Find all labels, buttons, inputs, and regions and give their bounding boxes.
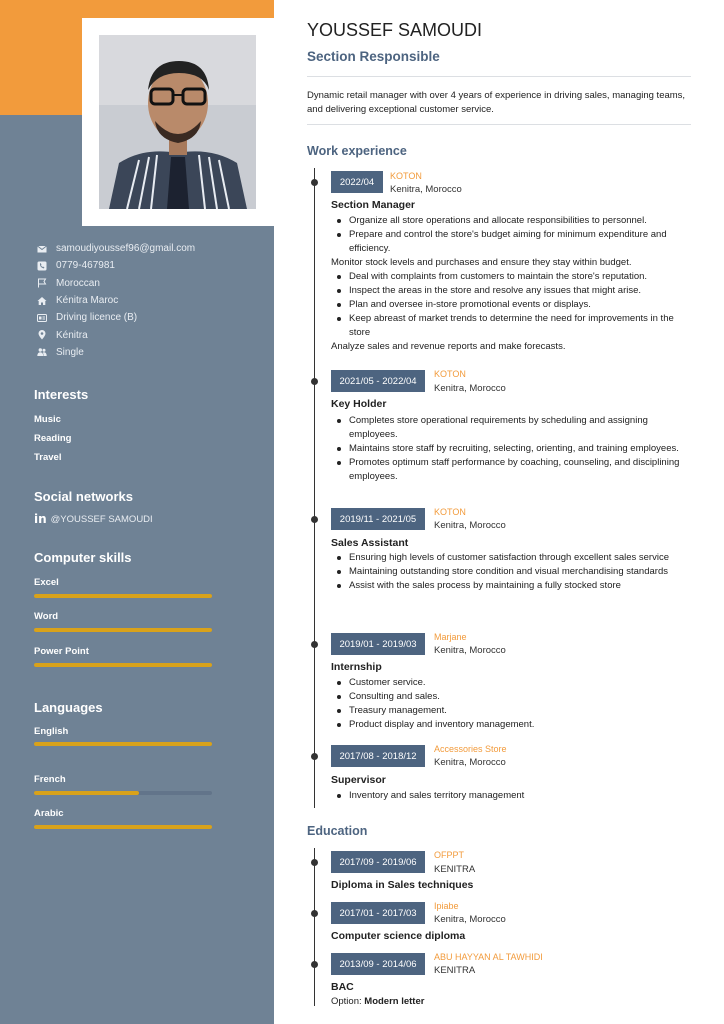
language-bar [34, 791, 212, 795]
company-name: Accessories Store [434, 744, 507, 754]
diploma-title: BAC [331, 981, 354, 993]
contact-address: Kénitra Maroc [36, 292, 256, 309]
contact-email[interactable]: samoudiyoussef96@gmail.com [36, 240, 256, 257]
language-bar-fill [34, 791, 139, 795]
social-networks-heading: Social networks [34, 489, 133, 504]
contact-list [36, 240, 256, 361]
company-name: Marjane [434, 632, 467, 642]
profile-summary: Dynamic retail manager with over 4 years of experience in driving sales, managing teams, and delivering exceptional customer service. [307, 90, 686, 115]
skill-bar [34, 663, 212, 667]
list-item: Prepare and control the store's budget aiming for minimum expenditure and efficiency. [331, 228, 693, 256]
map-pin-icon [36, 330, 47, 340]
date-range: 2022/04 [331, 171, 383, 193]
interest-item: Reading [34, 433, 72, 444]
home-icon [36, 296, 47, 306]
job-title: Section Manager [331, 199, 416, 211]
timeline-dot [311, 378, 318, 385]
language-name: English [34, 726, 69, 737]
contact-license: Driving licence (B) [36, 309, 256, 326]
list-item: Inspect the areas in the store and resolve any issues that might arise. [331, 284, 693, 298]
skill-name: Excel [34, 577, 59, 588]
divider [307, 76, 691, 77]
education-heading: Education [307, 824, 368, 838]
education-timeline [314, 848, 315, 1006]
people-icon [36, 347, 47, 357]
timeline-dot [311, 516, 318, 523]
job-description [331, 676, 693, 732]
date-range: 2021/05 - 2022/04 [331, 370, 425, 392]
candidate-name: YOUSSEF SAMOUDI [307, 20, 483, 40]
description-text: Analyze sales and revenue reports and make forecasts. [331, 341, 566, 352]
divider [307, 124, 691, 125]
skill-bar-fill [34, 594, 212, 598]
job-title: Sales Assistant [331, 537, 409, 549]
job-location: Kenitra, Morocco [434, 757, 506, 768]
contact-city: Kénitra [36, 326, 256, 343]
timeline-dot [311, 753, 318, 760]
school-name: OFPPT [434, 850, 465, 860]
company-name: KOTON [434, 507, 466, 517]
school-location: Kenitra, Morocco [434, 914, 506, 925]
date-range: 2019/11 - 2021/05 [331, 508, 425, 530]
list-item: Product display and inventory management. [331, 718, 693, 732]
job-title: Key Holder [331, 398, 387, 410]
profile-photo-frame [82, 18, 274, 226]
work-experience-heading: Work experience [307, 144, 407, 158]
list-item: Maintains store staff by recruiting, selecting, orienting, and training employees. [331, 442, 693, 456]
license-icon [36, 313, 47, 323]
school-location: KENITRA [434, 864, 476, 875]
company-name: KOTON [434, 369, 466, 379]
skill-bar-fill [34, 663, 212, 667]
job-location: Kenitra, Morocco [390, 184, 462, 195]
school-name: Ipiabe [434, 901, 459, 911]
date-range: 2017/09 - 2019/06 [331, 851, 425, 873]
date-range: 2019/01 - 2019/03 [331, 633, 425, 655]
language-name: Arabic [34, 808, 64, 819]
timeline-dot [311, 859, 318, 866]
job-title: Supervisor [331, 774, 386, 786]
job-location: Kenitra, Morocco [434, 520, 506, 531]
interest-item: Music [34, 414, 61, 425]
list-item: Maintaining outstanding store condition and visual merchandising standards [331, 565, 693, 579]
interests-heading: Interests [34, 387, 89, 402]
diploma-title: Computer science diploma [331, 930, 466, 942]
skill-bar-fill [34, 628, 212, 632]
list-item: Plan and oversee in-store promotional events or displays. [331, 298, 693, 312]
list-item: Treasury management. [331, 704, 693, 718]
phone-icon [36, 261, 47, 271]
list-item: Inventory and sales territory management [331, 789, 693, 803]
diploma-title: Diploma in Sales techniques [331, 879, 474, 891]
timeline-dot [311, 179, 318, 186]
profile-photo [99, 35, 256, 209]
language-name: French [34, 774, 66, 785]
contact-marital-status: Single [36, 344, 256, 361]
envelope-icon [36, 244, 47, 254]
school-location: KENITRA [434, 965, 476, 976]
job-description [331, 214, 693, 354]
timeline-dot [311, 910, 318, 917]
job-description [331, 789, 693, 803]
job-location: Kenitra, Morocco [434, 383, 506, 394]
date-range: 2017/01 - 2017/03 [331, 902, 425, 924]
language-bar [34, 742, 212, 746]
linkedin-icon: in [34, 512, 47, 526]
work-timeline [314, 168, 315, 808]
option-value: Modern letter [364, 996, 425, 1007]
language-bar [34, 825, 212, 829]
job-description [331, 414, 693, 484]
job-title: Internship [331, 661, 382, 673]
interest-item: Travel [34, 452, 62, 463]
timeline-dot [311, 961, 318, 968]
language-bar-fill [34, 825, 212, 829]
date-range: 2017/08 - 2018/12 [331, 745, 425, 767]
list-item: Consulting and sales. [331, 690, 693, 704]
list-item: Deal with complaints from customers to maintain the store's reputation. [331, 270, 693, 284]
flag-icon [36, 278, 47, 288]
school-name: ABU HAYYAN AL TAWHIDI [434, 952, 543, 962]
linkedin-handle: @YOUSSEF SAMOUDI [50, 513, 153, 525]
languages-heading: Languages [34, 700, 103, 715]
contact-nationality: Moroccan [36, 275, 256, 292]
option-label: Option: [331, 996, 362, 1007]
job-description [331, 551, 693, 593]
linkedin-link[interactable] [34, 512, 153, 526]
skill-name: Power Point [34, 646, 89, 657]
description-text: Monitor stock levels and purchases and ensure they stay within budget. [331, 257, 632, 268]
skill-bar [34, 628, 212, 632]
company-name: KOTON [390, 171, 422, 181]
language-bar-fill [34, 742, 212, 746]
contact-phone[interactable]: 0779-467981 [36, 257, 256, 274]
candidate-role: Section Responsible [307, 49, 440, 64]
diploma-option [331, 995, 693, 1009]
job-location: Kenitra, Morocco [434, 645, 506, 656]
list-item: Promotes optimum staff performance by coaching, counseling, and disciplining employees. [331, 456, 693, 484]
list-item: Keep abreast of market trends to determine the need for improvements in the store [331, 312, 693, 340]
list-item: Customer service. [331, 676, 693, 690]
list-item: Ensuring high levels of customer satisfaction through excellent sales service [331, 551, 693, 565]
date-range: 2013/09 - 2014/06 [331, 953, 425, 975]
timeline-dot [311, 641, 318, 648]
list-item: Organize all store operations and allocate responsibilities to personnel. [331, 214, 693, 228]
list-item: Assist with the sales process by maintaining a fully stocked store [331, 579, 693, 593]
skill-name: Word [34, 611, 59, 622]
list-item: Completes store operational requirements by scheduling and assigning employees. [331, 414, 693, 442]
skill-bar [34, 594, 212, 598]
computer-skills-heading: Computer skills [34, 550, 132, 565]
